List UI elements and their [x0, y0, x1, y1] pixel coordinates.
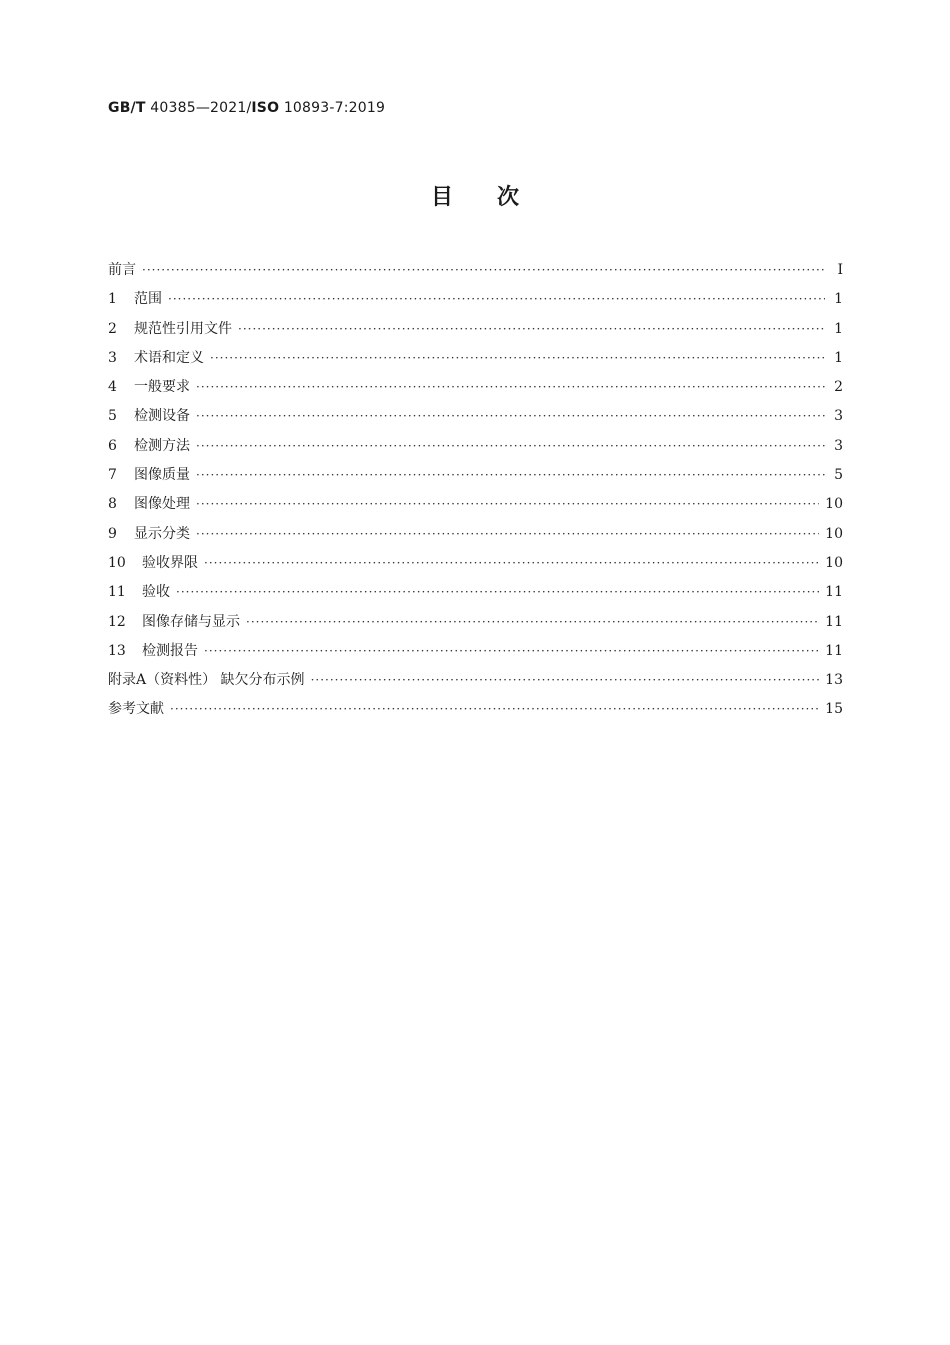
toc-entry-page: 11 — [825, 613, 843, 630]
toc-entry-2[interactable] — [108, 315, 843, 344]
toc-entry-number: 9 — [108, 525, 117, 542]
toc-leader-dots — [196, 520, 819, 549]
toc-leader-dots — [204, 549, 819, 578]
toc-entry-label: 范围 — [134, 291, 162, 308]
toc-entry-number: 2 — [108, 320, 117, 337]
toc-leader-dots — [196, 373, 825, 402]
toc-entry-label: 前言 — [108, 262, 136, 278]
page-title: 目次 — [430, 185, 563, 210]
toc-entry-10[interactable] — [108, 549, 843, 578]
standard-prefix: GB/T — [108, 100, 146, 116]
toc-entry-5[interactable] — [108, 402, 843, 431]
toc-entry-11[interactable] — [108, 578, 843, 607]
toc-entry-1[interactable] — [108, 285, 843, 314]
toc-leader-dots — [204, 637, 819, 666]
iso-code: 10893-7:2019 — [279, 100, 386, 116]
toc-entry-number: 11 — [108, 584, 126, 601]
toc-entry-label: 术语和定义 — [134, 349, 204, 366]
toc-entry-4[interactable] — [108, 373, 843, 402]
toc-leader-dots — [311, 666, 820, 695]
toc-entry-number: 10 — [108, 554, 126, 571]
table-of-contents — [108, 256, 843, 725]
toc-entry-number: 13 — [108, 642, 126, 659]
toc-entry-number: 3 — [108, 349, 117, 366]
toc-entry-number: 1 — [108, 291, 117, 308]
toc-entry-number: 4 — [108, 379, 117, 396]
toc-leader-dots — [196, 490, 819, 519]
standard-number — [108, 100, 385, 116]
toc-entry-8[interactable] — [108, 490, 843, 519]
toc-entry-label: 图像存储与显示 — [142, 613, 240, 630]
toc-leader-dots — [176, 578, 819, 607]
toc-entry-label: 验收界限 — [142, 554, 198, 571]
toc-entry-page: 11 — [825, 642, 843, 659]
toc-entry-3[interactable] — [108, 344, 843, 373]
toc-entry-page: 1 — [834, 349, 843, 366]
toc-entry-9[interactable] — [108, 520, 843, 549]
toc-entry-label: 图像质量 — [134, 467, 190, 484]
toc-entry-label: 规范性引用文件 — [134, 320, 232, 337]
toc-leader-dots — [246, 608, 819, 637]
toc-leader-dots — [170, 695, 819, 724]
toc-entry-label: 检测报告 — [142, 642, 198, 659]
toc-entry-foreword[interactable] — [108, 256, 843, 285]
toc-entry-12[interactable] — [108, 608, 843, 637]
toc-entry-page: 5 — [834, 467, 843, 484]
toc-leader-dots — [210, 344, 825, 373]
standard-code: 40385—2021/ — [145, 100, 252, 116]
toc-entry-label: 图像处理 — [134, 496, 190, 513]
toc-entry-13[interactable] — [108, 637, 843, 666]
toc-entry-label: 附录A（资料性） 缺欠分布示例 — [108, 672, 305, 689]
toc-entry-page: 10 — [825, 554, 843, 571]
toc-leader-dots — [196, 432, 825, 461]
toc-entry-page: Ⅰ — [837, 262, 843, 278]
toc-leader-dots — [196, 461, 825, 490]
toc-entry-page: 1 — [834, 320, 843, 337]
toc-entry-page: 1 — [834, 291, 843, 308]
toc-entry-page: 3 — [834, 437, 843, 454]
iso-prefix: ISO — [251, 100, 280, 116]
toc-entry-6[interactable] — [108, 432, 843, 461]
toc-entry-page: 10 — [825, 496, 843, 513]
toc-leader-dots — [168, 285, 825, 314]
toc-entry-number: 6 — [108, 437, 117, 454]
toc-entry-label: 检测方法 — [134, 437, 190, 454]
toc-entry-annex-a[interactable] — [108, 666, 843, 695]
toc-entry-number: 12 — [108, 613, 126, 630]
toc-entry-page: 13 — [825, 672, 843, 689]
toc-entry-number: 7 — [108, 467, 117, 484]
toc-entry-label: 验收 — [142, 584, 170, 601]
toc-entry-number: 5 — [108, 408, 117, 425]
toc-entry-page: 3 — [834, 408, 843, 425]
toc-leader-dots — [238, 315, 825, 344]
toc-entry-page: 11 — [825, 584, 843, 601]
toc-entry-label: 检测设备 — [134, 408, 190, 425]
toc-entry-page: 10 — [825, 525, 843, 542]
toc-entry-page: 15 — [825, 701, 843, 718]
toc-entry-label: 一般要求 — [134, 379, 190, 396]
toc-entry-page: 2 — [834, 379, 843, 396]
toc-leader-dots — [142, 256, 825, 285]
toc-entry-label: 参考文献 — [108, 701, 164, 718]
toc-entry-7[interactable] — [108, 461, 843, 490]
toc-entry-bibliography[interactable] — [108, 695, 843, 724]
toc-entry-number: 8 — [108, 496, 117, 513]
toc-leader-dots — [196, 402, 825, 431]
toc-entry-label: 显示分类 — [134, 525, 190, 542]
